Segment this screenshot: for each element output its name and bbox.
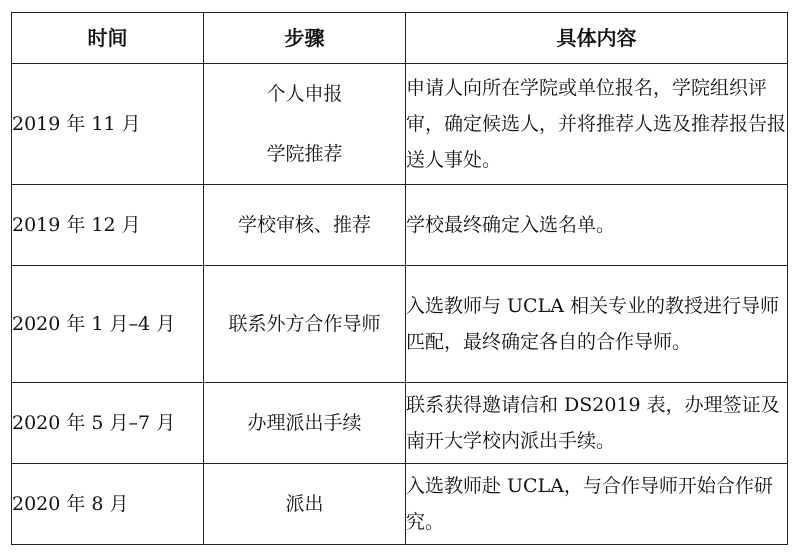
time-cell: 2019 年 11 月 bbox=[12, 64, 204, 185]
table-body bbox=[12, 64, 788, 545]
table-row bbox=[12, 64, 788, 185]
step-cell bbox=[204, 185, 406, 266]
step-label: 学院推荐 bbox=[266, 143, 343, 165]
time-cell: 2020 年 8 月 bbox=[12, 464, 204, 545]
table-header bbox=[12, 13, 788, 64]
table-row bbox=[12, 185, 788, 266]
header-row bbox=[12, 13, 788, 64]
table-row bbox=[12, 464, 788, 545]
step-label: 联系外方合作导师 bbox=[228, 313, 381, 335]
detail-cell: 学校最终确定入选名单。 bbox=[406, 185, 788, 266]
step-label: 学校审核、推荐 bbox=[237, 214, 371, 236]
header-time: 时间 bbox=[12, 13, 204, 64]
time-cell: 2020 年 5 月–7 月 bbox=[12, 383, 204, 464]
detail-cell: 申请人向所在学院或单位报名，学院组织评审，确定候选人，并将推荐人选及推荐报告报送人事处。 bbox=[406, 64, 788, 185]
detail-cell: 联系获得邀请信和 DS2019 表，办理签证及南开大学校内派出手续。 bbox=[406, 383, 788, 464]
schedule-table bbox=[11, 12, 788, 545]
header-step: 步骤 bbox=[204, 13, 406, 64]
time-cell: 2020 年 1 月–4 月 bbox=[12, 266, 204, 383]
step-cell bbox=[204, 266, 406, 383]
step-cell bbox=[204, 64, 406, 185]
time-cell: 2019 年 12 月 bbox=[12, 185, 204, 266]
table-row bbox=[12, 266, 788, 383]
step-label: 派出 bbox=[285, 493, 324, 515]
step-cell bbox=[204, 464, 406, 545]
step-label: 个人申报 bbox=[266, 83, 343, 105]
detail-cell: 入选教师赴 UCLA，与合作导师开始合作研究。 bbox=[406, 464, 788, 545]
step-cell bbox=[204, 383, 406, 464]
header-detail: 具体内容 bbox=[406, 13, 788, 64]
table-row bbox=[12, 383, 788, 464]
step-label: 办理派出手续 bbox=[247, 412, 362, 434]
step-spacer bbox=[204, 112, 405, 136]
detail-cell: 入选教师与 UCLA 相关专业的教授进行导师匹配，最终确定各自的合作导师。 bbox=[406, 266, 788, 383]
